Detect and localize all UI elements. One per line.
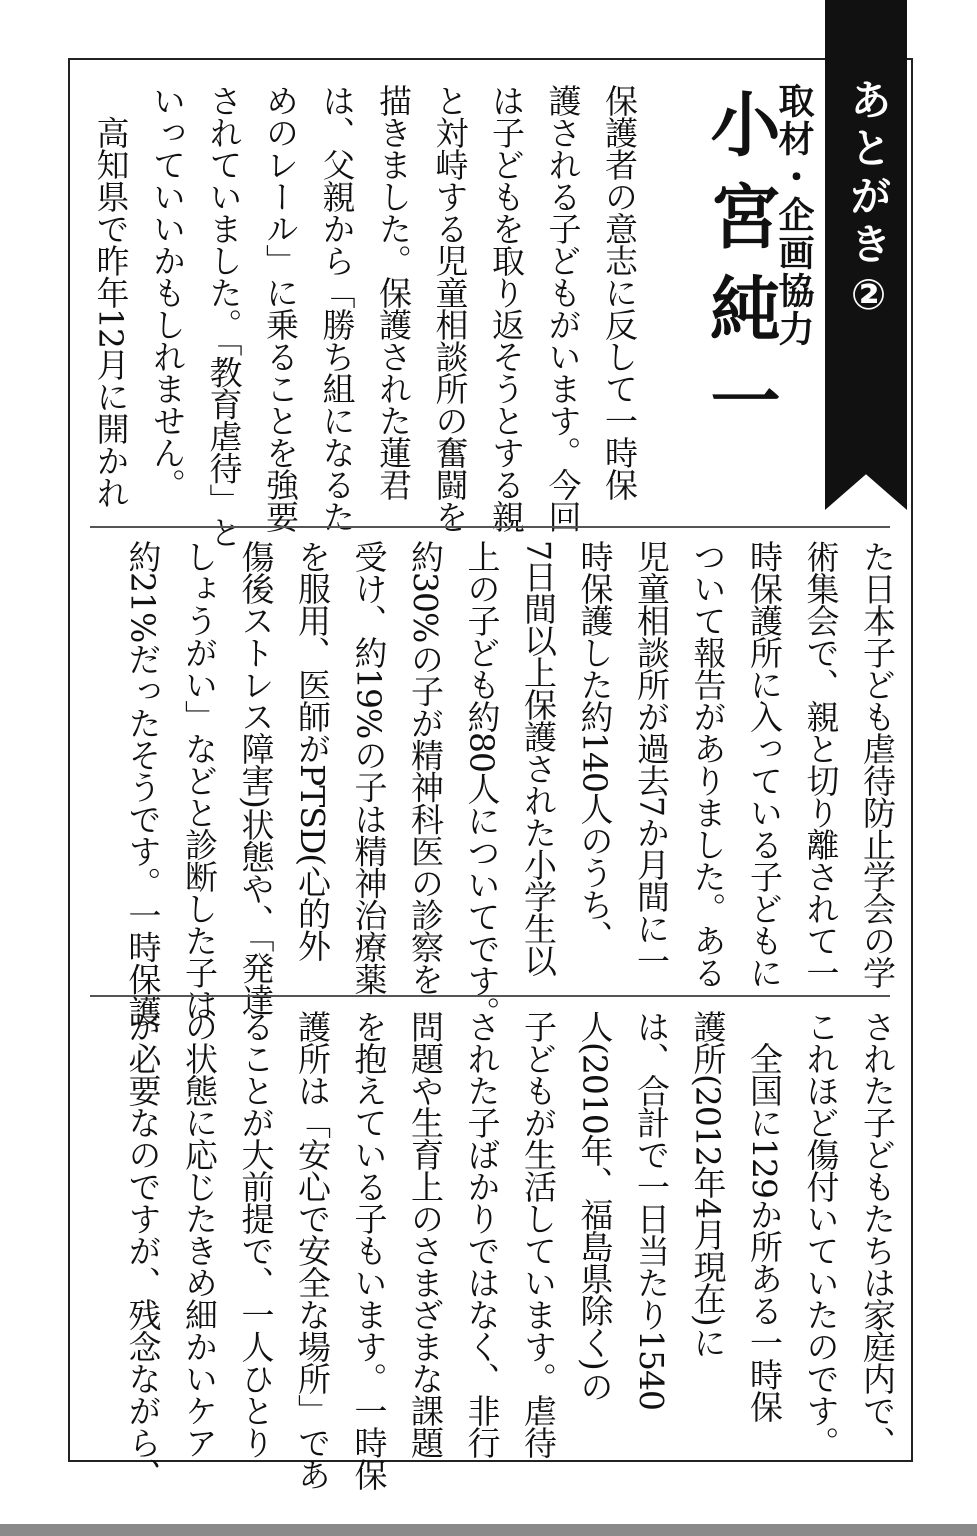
text-column: 児童相談所が過去7か月間に一 — [632, 540, 671, 976]
text-column: 約30%の子が精神科医の診察を — [406, 540, 445, 995]
text-column: めのレール」に乗ることを強要 — [261, 84, 300, 532]
text-column: が必要なのですが、残念ながら、 — [123, 1010, 163, 1490]
text-column: 約21%だったそうです。一時保護 — [123, 540, 163, 1027]
text-column: 護所(2012年4月現在)に — [688, 1010, 728, 1358]
section-divider — [90, 526, 890, 528]
text-column: の状態に応じたきめ細かいケア — [180, 1010, 219, 1458]
bottom-bar — [0, 1524, 977, 1536]
text-column: 全国に129か所ある一時保 — [745, 1010, 784, 1422]
text-column: 子どもが生活しています。虐待 — [519, 1010, 558, 1458]
text-column: ついて報告がありました。ある — [688, 540, 728, 988]
text-column: ることが大前提で、一人ひとり — [236, 1010, 276, 1458]
text-column: 護所は「安心で安全な場所」であ — [293, 1010, 332, 1490]
section-3 — [114, 1010, 905, 1490]
text-column: を服用、医師がPTSD(心的外 — [293, 540, 332, 962]
text-column: されていました。「教育虐待」と — [204, 84, 244, 548]
section-1 — [82, 84, 647, 548]
text-column: は子どもを取り返そうとする親 — [487, 84, 526, 532]
text-column: これほど傷付いていたのです。 — [801, 1010, 841, 1458]
text-column: は、父親から「勝ち組になるた — [317, 84, 357, 532]
text-column: いっていいかもしれません。 — [148, 84, 187, 500]
section-divider — [90, 995, 890, 997]
text-column: 受け、約19%の子は精神治療薬 — [349, 540, 389, 995]
text-column: 傷後ストレス障害)状態や、「発達 — [236, 540, 276, 1016]
text-column: 高知県で昨年12月に開かれ — [91, 84, 131, 508]
text-column: た日本子ども虐待防止学会の学 — [858, 540, 897, 988]
section-2 — [114, 540, 905, 1028]
author-name: 小宮純一 — [699, 88, 781, 456]
text-column: 時保護した約140人のうち、 — [575, 540, 615, 952]
text-column: 上の子ども約80人についてです。 — [462, 540, 502, 1028]
text-column: 7日間以上保護された小学生以 — [519, 540, 558, 976]
text-column: と対峙する児童相談所の奮闘を — [430, 84, 470, 532]
text-column: 描きました。保護された蓮君 — [374, 84, 413, 500]
afterword-title: あとがき② — [844, 78, 893, 325]
author-role: 取材・企画協力 — [773, 82, 814, 348]
text-column: 護される子どもがいます。今回 — [543, 84, 583, 532]
text-column: しょうがい」などと診断した子は — [180, 540, 219, 1020]
text-column: 保護者の意志に反して一時保 — [600, 84, 639, 500]
text-column: された子どもたちは家庭内で、 — [858, 1010, 897, 1458]
text-column: は、合計で一日当たり1540 — [632, 1010, 671, 1410]
text-column: 術集会で、親と切り離されて一 — [801, 540, 841, 988]
text-column: を抱えている子もいます。一時保 — [349, 1010, 389, 1490]
text-column: 問題や生育上のさまざまな課題 — [406, 1010, 445, 1458]
text-column: された子ばかりではなく、非行 — [462, 1010, 502, 1458]
text-column: 人(2010年、福島県除く)の — [575, 1010, 615, 1402]
text-column: 時保護所に入っている子どもに — [745, 540, 784, 988]
